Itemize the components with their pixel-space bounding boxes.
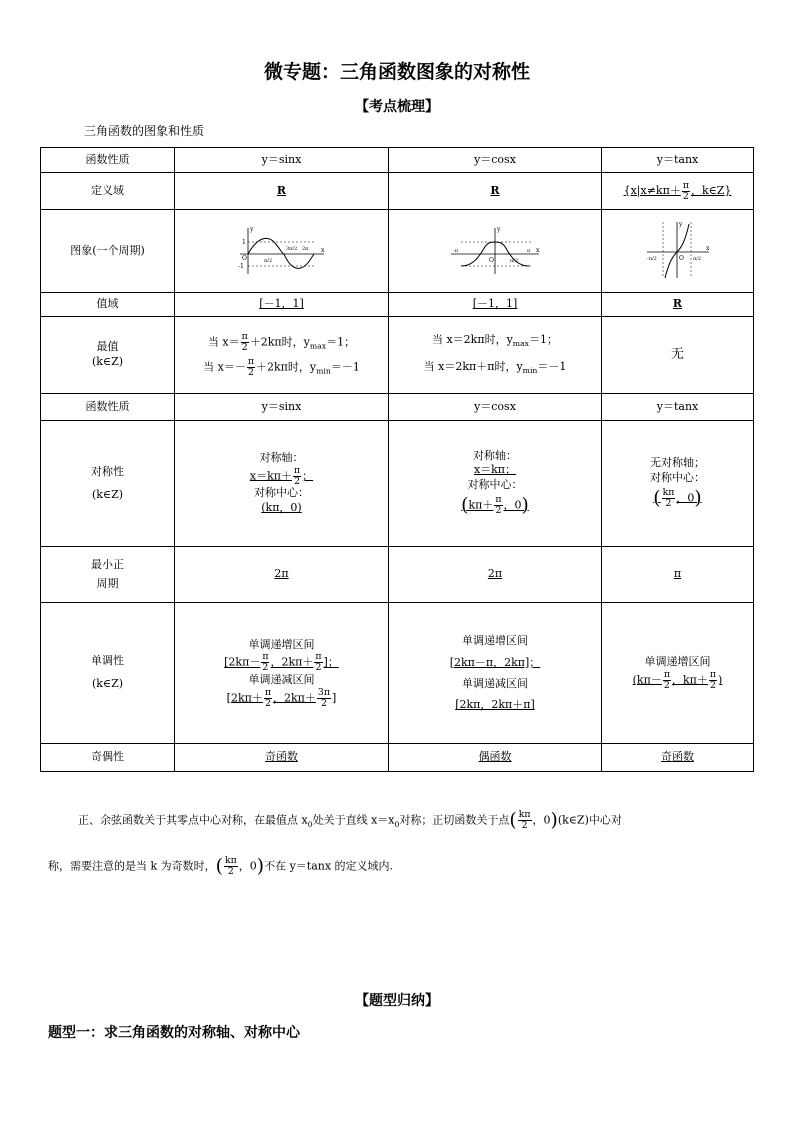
header-prop: 函数性质: [41, 148, 175, 173]
tan-graph: [643, 218, 713, 280]
extreme-sin: 当 x＝ $\frac{\pi}{2}$ ＋2kπ时，$y_{max}=1$； 当 x＝－ $\frac{\pi}{2}$ ＋2kπ时，$y_{min}=-1$: [175, 317, 389, 394]
graph-tan: [602, 210, 754, 293]
symmetry-sin: 对称轴： x＝kπ＋ $\frac{\pi}{2}$ ； 对称中心： (kπ，0): [175, 421, 389, 547]
graph-cos: [389, 210, 602, 293]
parity-cos: 偶函数: [478, 750, 512, 764]
period-cos: 2π: [487, 567, 503, 581]
parity-sin: 奇函数: [265, 750, 298, 764]
mono-tan: 单调递增区间 (kπ－ $\frac{\pi}{2}$ ，kπ＋ $\frac{\pi}{2}$ ): [602, 603, 754, 744]
svg-text:π/2: π/2: [692, 255, 701, 262]
svg-text:O: O: [678, 254, 684, 262]
range-cos: [－1，1]: [472, 297, 518, 311]
cos-graph: [447, 222, 543, 276]
note-line-2: 称，需要注意的是当 k 为奇数时，( $\frac{k\pi}{2}$ ，0)不在 y＝tanx 的定义域内.: [48, 855, 394, 878]
properties-table: [40, 147, 754, 772]
table-row: [41, 394, 754, 421]
table-row: [41, 148, 754, 173]
table-row: [41, 603, 754, 744]
range-tan: R: [672, 297, 683, 311]
svg-text:-π/2: -π/2: [646, 255, 657, 262]
header-cos: y＝cosx: [389, 148, 602, 173]
symmetry-tan: 无对称轴； 对称中心： ( $\frac{k\pi}{2}$ ，0): [602, 421, 754, 547]
svg-text:1: 1: [241, 238, 246, 246]
parity-tan: 奇函数: [661, 750, 694, 764]
svg-text:π/2: π/2: [263, 257, 272, 264]
question-type-heading: 题型一：求三角函数的对称轴、对称中心: [48, 1025, 300, 1041]
mono-label: 单调性 (k∈Z): [41, 603, 175, 744]
svg-text:-1: -1: [237, 262, 244, 270]
table-row: [41, 293, 754, 317]
table-row: [41, 210, 754, 293]
svg-text:O: O: [489, 256, 494, 264]
graph-sin: [175, 210, 389, 293]
svg-text:3π/2: 3π/2: [285, 245, 297, 252]
svg-text:x: x: [320, 246, 324, 254]
table-row: [41, 317, 754, 394]
table-row: [41, 173, 754, 210]
svg-text:y: y: [249, 225, 253, 233]
svg-text:π/2: π/2: [510, 257, 519, 264]
parity-label: 奇偶性: [41, 744, 175, 772]
graph-label: 图象(一个周期): [41, 210, 175, 293]
intro-text: 三角函数的图象和性质: [84, 124, 205, 138]
header2-tan: y＝tanx: [602, 394, 754, 421]
svg-text:O: O: [241, 254, 247, 262]
extreme-label: 最值 (k∈Z): [41, 317, 175, 394]
symmetry-label: 对称性 (k∈Z): [41, 421, 175, 547]
section-heading-types: 【题型归纳】: [355, 993, 439, 1009]
section-heading-review: 【考点梳理】: [355, 99, 439, 115]
extreme-cos: 当 x＝2kπ时，$y_{max}=1$； 当 x＝2kπ＋π时，$y_{min}=-1$: [389, 317, 602, 394]
svg-text:2π: 2π: [301, 245, 308, 252]
header-sin: y＝sinx: [175, 148, 389, 173]
table-row: [41, 421, 754, 547]
period-label: 最小正 周期: [41, 547, 175, 603]
domain-tan: {x|x≠kπ＋ $\frac{\pi}{2}$ ，k∈Z}: [623, 179, 732, 202]
table-row: [41, 547, 754, 603]
domain-sin: R: [276, 183, 287, 197]
period-tan: π: [673, 567, 682, 581]
header2-prop: 函数性质: [41, 394, 175, 421]
sin-graph: [236, 222, 328, 276]
mono-sin: 单调递增区间 [2kπ－ $\frac{\pi}{2}$ ，2kπ＋ $\frac{\pi}{2}$ ]； 单调递减区间 [2kπ＋ $\frac{\pi}{2}$ ，2kπ＋ $\frac{3\pi}{2}$ ]: [175, 603, 389, 744]
svg-text:y: y: [497, 225, 501, 233]
table-row: [41, 744, 754, 772]
mono-cos: 单调递增区间 [2kπ－π，2kπ]； 单调递减区间 [2kπ，2kπ＋π]: [389, 603, 602, 744]
header2-sin: y＝sinx: [175, 394, 389, 421]
header2-cos: y＝cosx: [389, 394, 602, 421]
svg-text:-π: -π: [453, 247, 458, 254]
range-sin: [－1，1]: [259, 297, 304, 311]
range-label: 值域: [41, 293, 175, 317]
note-line-1: 正、余弦函数关于其零点中心对称，在最值点 $x_0$处关于直线 $x=x_0$对称；正切函数关于点( $\frac{k\pi}{2}$ ，0)(k∈Z)中心对: [78, 809, 622, 832]
domain-label: 定义域: [41, 173, 175, 210]
symmetry-cos: 对称轴： x＝kπ； 对称中心： (kπ＋ $\frac{\pi}{2}$ ，0): [389, 421, 602, 547]
svg-text:x: x: [705, 244, 709, 252]
svg-text:π: π: [527, 247, 531, 254]
period-sin: 2π: [274, 567, 289, 581]
extreme-tan: 无: [602, 317, 754, 394]
domain-cos: R: [490, 183, 500, 197]
page-title: 微专题：三角函数图象的对称性: [263, 61, 530, 83]
header-tan: y＝tanx: [602, 148, 754, 173]
svg-text:y: y: [678, 220, 682, 228]
svg-text:x: x: [536, 246, 540, 254]
